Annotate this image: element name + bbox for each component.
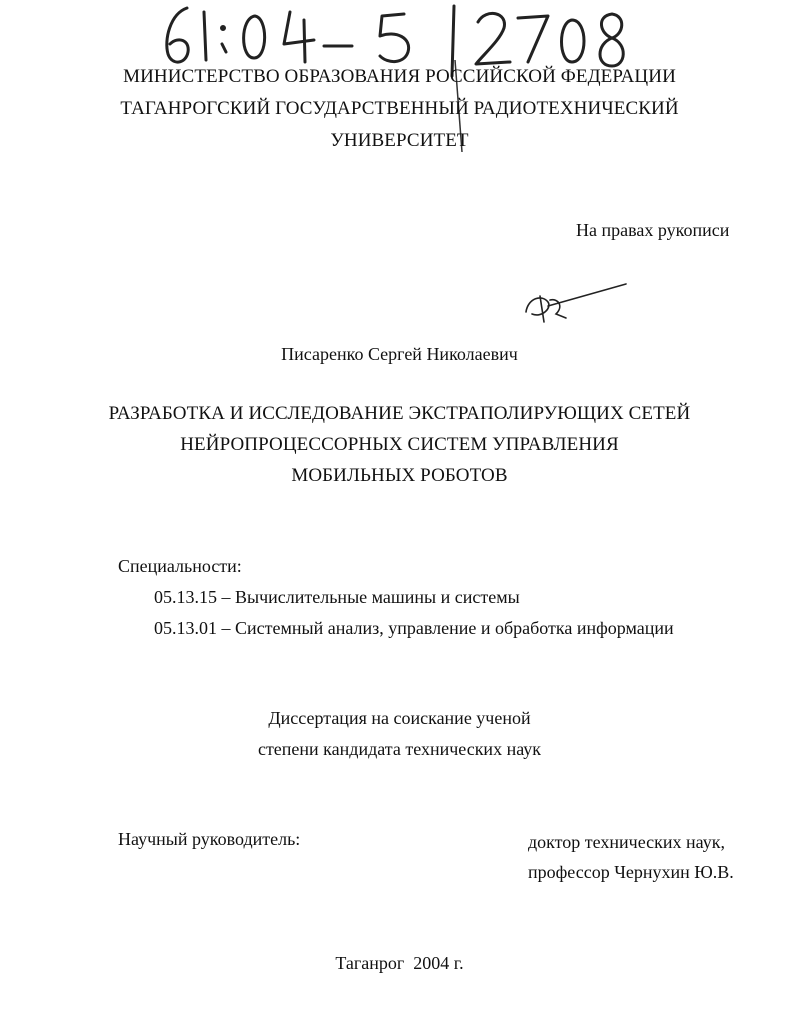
university-heading-line1: ТАГАНРОГСКИЙ ГОСУДАРСТВЕННЫЙ РАДИОТЕХНИЧЕСКИЙ [120,98,679,119]
author-name: Писаренко Сергей Николаевич [281,344,518,364]
specialty-item: 05.13.01 – Системный анализ, управление и обработка информации [154,618,674,638]
supervisor-degree: доктор технических наук, [528,832,725,852]
title-line2: НЕЙРОПРОЦЕССОРНЫХ СИСТЕМ УПРАВЛЕНИЯ [180,434,619,455]
place-year: Таганрог 2004 г. [335,953,464,973]
supervisor-label: Научный руководитель: [118,829,301,849]
dissertation-line1: Диссертация на соискание ученой [268,708,531,728]
university-heading-line2: УНИВЕРСИТЕТ [330,130,469,151]
rights-note: На правах рукописи [576,220,730,240]
supervisor-name: профессор Чернухин Ю.В. [528,862,734,882]
ministry-heading: МИНИСТЕРСТВО ОБРАЗОВАНИЯ РОССИЙСКОЙ ФЕДЕРАЦИИ [123,66,676,87]
author-signature [520,276,640,326]
specialty-item: 05.13.15 – Вычислительные машины и системы [154,587,520,607]
title-line3: МОБИЛЬНЫХ РОБОТОВ [291,465,508,486]
title-line1: РАЗРАБОТКА И ИССЛЕДОВАНИЕ ЭКСТРАПОЛИРУЮЩИХ СЕТЕЙ [108,403,691,424]
dissertation-line2: степени кандидата технических наук [257,739,542,759]
specialties-heading: Специальности: [118,556,242,576]
